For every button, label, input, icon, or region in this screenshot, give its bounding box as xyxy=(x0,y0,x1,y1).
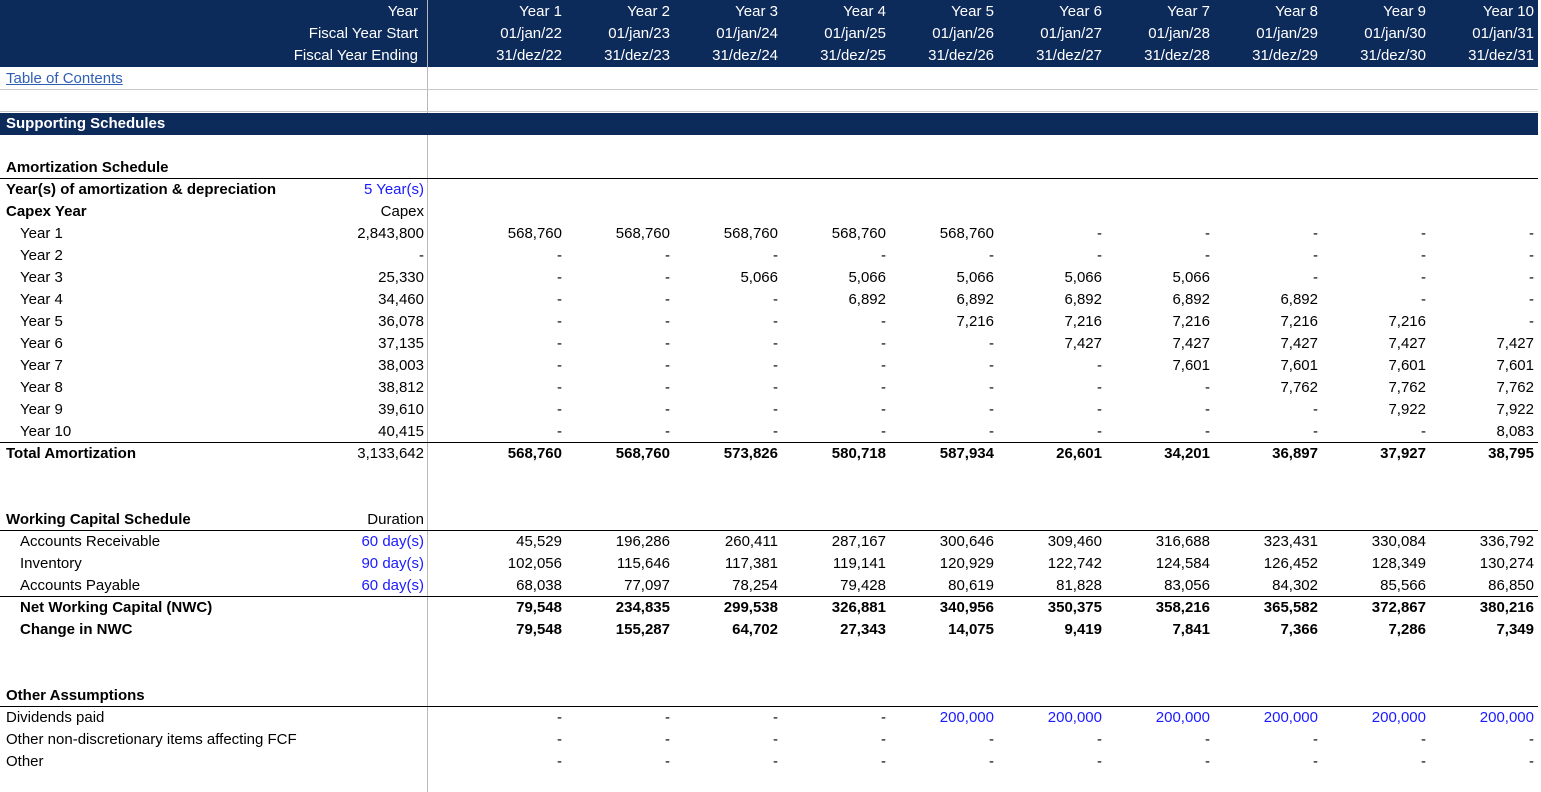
header-cell[interactable]: 01/jan/27 xyxy=(1040,25,1102,42)
working-capital-cell[interactable]: 117,381 xyxy=(724,555,778,572)
header-row xyxy=(0,23,1541,45)
working-capital-cell[interactable]: 80,619 xyxy=(948,577,994,594)
nwc-row xyxy=(0,597,1541,619)
amortization-cell[interactable]: 5,066 xyxy=(1172,269,1210,286)
amortization-cell[interactable]: 7,601 xyxy=(1496,357,1534,374)
amortization-cell[interactable]: - xyxy=(989,379,994,396)
header-cell[interactable]: 31/dez/23 xyxy=(604,47,670,64)
amortization-cell[interactable]: - xyxy=(881,335,886,352)
amortization-cell[interactable]: - xyxy=(665,313,670,330)
amortization-cell[interactable]: - xyxy=(665,247,670,264)
capex-year-label: Year 6 xyxy=(20,335,63,352)
amortization-cell[interactable]: 6,892 xyxy=(848,291,886,308)
capex-value[interactable]: 34,460 xyxy=(378,291,424,308)
amortization-cell[interactable]: - xyxy=(773,313,778,330)
working-capital-cell[interactable]: 126,452 xyxy=(1263,555,1318,572)
capex-year-label: Capex Year xyxy=(6,203,87,220)
amortization-row xyxy=(0,289,1541,311)
amortization-cell[interactable]: - xyxy=(1313,401,1318,418)
amortization-cell[interactable]: 568,760 xyxy=(723,225,778,242)
other-cell[interactable]: - xyxy=(1421,753,1426,770)
working-capital-row xyxy=(0,575,1541,597)
total-amortization-cell[interactable]: 568,760 xyxy=(615,445,670,462)
other-cell[interactable]: 200,000 xyxy=(1263,709,1318,726)
change-nwc-cell[interactable]: 9,419 xyxy=(1064,621,1102,638)
amortization-cell[interactable]: - xyxy=(665,291,670,308)
section-title: Supporting Schedules xyxy=(6,115,166,132)
table-of-contents-link[interactable]: Table of Contents xyxy=(6,70,123,87)
amortization-cell[interactable]: 6,892 xyxy=(956,291,994,308)
header-cell[interactable]: 31/dez/28 xyxy=(1144,47,1210,64)
nwc-cell[interactable]: 358,216 xyxy=(1155,599,1210,616)
other-cell[interactable]: 200,000 xyxy=(939,709,994,726)
amortization-cell[interactable]: 8,083 xyxy=(1496,423,1534,440)
other-cell[interactable]: - xyxy=(557,731,562,748)
amortization-cell[interactable]: 7,216 xyxy=(1388,313,1426,330)
capex-year-label: Year 8 xyxy=(20,379,63,396)
other-cell[interactable]: - xyxy=(557,753,562,770)
other-cell[interactable]: - xyxy=(1097,753,1102,770)
working-capital-label: Accounts Receivable xyxy=(20,533,161,550)
other-cell[interactable]: - xyxy=(1205,753,1210,770)
header-cell[interactable]: Year 9 xyxy=(1383,3,1426,20)
other-cell[interactable]: - xyxy=(773,753,778,770)
change-nwc-cell[interactable]: 27,343 xyxy=(840,621,886,638)
amortization-cell[interactable]: 6,892 xyxy=(1172,291,1210,308)
total-capex-value[interactable]: 3,133,642 xyxy=(357,445,424,462)
other-cell[interactable]: 200,000 xyxy=(1047,709,1102,726)
amortization-cell[interactable]: - xyxy=(1313,225,1318,242)
amortization-cell[interactable]: - xyxy=(557,423,562,440)
working-capital-cell[interactable]: 130,274 xyxy=(1479,555,1534,572)
amortization-cell[interactable]: - xyxy=(557,335,562,352)
amortization-cell[interactable]: 5,066 xyxy=(956,269,994,286)
other-cell[interactable]: - xyxy=(665,753,670,770)
amortization-cell[interactable]: 568,760 xyxy=(831,225,886,242)
amortization-cell[interactable]: - xyxy=(1421,225,1426,242)
amortization-cell[interactable]: 7,762 xyxy=(1388,379,1426,396)
amortization-cell[interactable]: - xyxy=(773,247,778,264)
header-cell[interactable]: 31/dez/30 xyxy=(1360,47,1426,64)
header-cell[interactable]: Year 3 xyxy=(735,3,778,20)
nwc-cell[interactable]: 372,867 xyxy=(1371,599,1426,616)
working-capital-cell[interactable]: 330,084 xyxy=(1371,533,1426,550)
amortization-cell[interactable]: - xyxy=(773,335,778,352)
amortization-cell[interactable]: 7,216 xyxy=(1064,313,1102,330)
header-cell[interactable]: 31/dez/22 xyxy=(496,47,562,64)
working-capital-cell[interactable]: 84,302 xyxy=(1272,577,1318,594)
amortization-cell[interactable]: - xyxy=(665,401,670,418)
nwc-cell[interactable]: 365,582 xyxy=(1263,599,1318,616)
amortization-cell[interactable]: - xyxy=(1097,225,1102,242)
duration-input[interactable]: 90 day(s) xyxy=(361,555,424,572)
working-capital-title: Working Capital Schedule xyxy=(6,511,191,528)
header-cell[interactable]: Year 7 xyxy=(1167,3,1210,20)
capex-value[interactable]: 37,135 xyxy=(378,335,424,352)
other-cell[interactable]: - xyxy=(881,753,886,770)
total-amortization-cell[interactable]: 37,927 xyxy=(1380,445,1426,462)
change-nwc-label: Change in NWC xyxy=(20,621,133,638)
capex-value[interactable]: 2,843,800 xyxy=(357,225,424,242)
working-capital-cell[interactable]: 120,929 xyxy=(939,555,994,572)
toc-row xyxy=(0,68,1541,90)
working-capital-cell[interactable]: 68,038 xyxy=(516,577,562,594)
amortization-cell[interactable]: - xyxy=(1313,269,1318,286)
amortization-cell[interactable]: - xyxy=(1421,291,1426,308)
header-cell[interactable]: Year 4 xyxy=(843,3,886,20)
header-cell[interactable]: 01/jan/30 xyxy=(1364,25,1426,42)
other-assumptions-title: Other Assumptions xyxy=(6,687,145,704)
working-capital-cell[interactable]: 102,056 xyxy=(507,555,562,572)
nwc-cell[interactable]: 380,216 xyxy=(1479,599,1534,616)
amortization-cell[interactable]: - xyxy=(1205,379,1210,396)
amortization-cell[interactable]: - xyxy=(881,379,886,396)
amortization-row xyxy=(0,245,1541,267)
amortization-cell[interactable]: 568,760 xyxy=(507,225,562,242)
amortization-cell[interactable]: - xyxy=(1097,357,1102,374)
amortization-cell[interactable]: - xyxy=(557,247,562,264)
working-capital-cell[interactable]: 122,742 xyxy=(1047,555,1102,572)
header-cell[interactable]: 31/dez/29 xyxy=(1252,47,1318,64)
amortization-cell[interactable]: - xyxy=(557,269,562,286)
amortization-cell[interactable]: - xyxy=(665,335,670,352)
amortization-cell[interactable]: 7,601 xyxy=(1280,357,1318,374)
change-nwc-cell[interactable]: 155,287 xyxy=(615,621,670,638)
header-row xyxy=(0,45,1541,67)
amortization-cell[interactable]: - xyxy=(1421,423,1426,440)
other-title-row xyxy=(0,685,1541,707)
working-capital-cell[interactable]: 79,428 xyxy=(840,577,886,594)
nwc-cell[interactable]: 350,375 xyxy=(1047,599,1102,616)
amortization-cell[interactable]: - xyxy=(881,247,886,264)
other-cell[interactable]: - xyxy=(989,753,994,770)
amortization-cell[interactable]: - xyxy=(1205,225,1210,242)
amortization-cell[interactable]: 6,892 xyxy=(1064,291,1102,308)
amortization-cell[interactable]: 7,427 xyxy=(1496,335,1534,352)
total-amortization-cell[interactable]: 568,760 xyxy=(507,445,562,462)
capex-year-label: Year 10 xyxy=(20,423,72,440)
nwc-cell[interactable]: 299,538 xyxy=(723,599,778,616)
capex-value[interactable]: 40,415 xyxy=(378,423,424,440)
amortization-cell[interactable]: 7,427 xyxy=(1064,335,1102,352)
amortization-cell[interactable]: - xyxy=(773,401,778,418)
amortization-cell[interactable]: - xyxy=(773,291,778,308)
amortization-cell[interactable]: - xyxy=(773,357,778,374)
working-capital-row xyxy=(0,531,1541,553)
change-nwc-cell[interactable]: 14,075 xyxy=(948,621,994,638)
amortization-cell[interactable]: - xyxy=(1097,423,1102,440)
header-cell[interactable]: 31/dez/31 xyxy=(1468,47,1534,64)
amortization-row xyxy=(0,355,1541,377)
working-capital-cell[interactable]: 287,167 xyxy=(831,533,886,550)
amortization-cell[interactable]: - xyxy=(881,423,886,440)
capex-year-label: Year 4 xyxy=(20,291,63,308)
amortization-cell[interactable]: 7,922 xyxy=(1496,401,1534,418)
change-nwc-cell[interactable]: 7,349 xyxy=(1496,621,1534,638)
other-cell[interactable]: - xyxy=(665,709,670,726)
total-amortization-cell[interactable]: 26,601 xyxy=(1056,445,1102,462)
amortization-cell[interactable]: - xyxy=(881,401,886,418)
working-capital-cell[interactable]: 85,566 xyxy=(1380,577,1426,594)
capex-year-label: Year 3 xyxy=(20,269,63,286)
change-nwc-cell[interactable]: 64,702 xyxy=(732,621,778,638)
other-cell[interactable]: - xyxy=(1529,753,1534,770)
amortization-cell[interactable]: 7,922 xyxy=(1388,401,1426,418)
amortization-cell[interactable]: - xyxy=(557,379,562,396)
header-cell[interactable]: 01/jan/28 xyxy=(1148,25,1210,42)
amortization-cell[interactable]: - xyxy=(665,269,670,286)
amortization-cell[interactable]: - xyxy=(989,357,994,374)
total-amortization-cell[interactable]: 34,201 xyxy=(1164,445,1210,462)
working-capital-cell[interactable]: 336,792 xyxy=(1479,533,1534,550)
working-capital-cell[interactable]: 196,286 xyxy=(615,533,670,550)
working-capital-cell[interactable]: 309,460 xyxy=(1047,533,1102,550)
amortization-cell[interactable]: - xyxy=(557,291,562,308)
amortization-cell[interactable]: 7,762 xyxy=(1280,379,1318,396)
other-cell[interactable]: - xyxy=(881,731,886,748)
amortization-cell[interactable]: - xyxy=(665,423,670,440)
capex-value[interactable]: 38,812 xyxy=(378,379,424,396)
header-label: Year xyxy=(387,3,418,20)
nwc-cell[interactable]: 234,835 xyxy=(615,599,670,616)
total-amortization-cell[interactable]: 38,795 xyxy=(1488,445,1534,462)
amortization-cell[interactable]: 5,066 xyxy=(740,269,778,286)
amortization-cell[interactable]: - xyxy=(1097,379,1102,396)
amortization-cell[interactable]: 7,427 xyxy=(1172,335,1210,352)
total-amortization-cell[interactable]: 580,718 xyxy=(831,445,886,462)
amortization-row xyxy=(0,399,1541,421)
header-label: Fiscal Year Ending xyxy=(293,47,418,64)
capex-value[interactable]: 38,003 xyxy=(378,357,424,374)
duration-header: Duration xyxy=(367,511,424,528)
amortization-cell[interactable]: - xyxy=(557,313,562,330)
header-cell[interactable]: Year 5 xyxy=(951,3,994,20)
capex-year-label: Year 2 xyxy=(20,247,63,264)
working-capital-cell[interactable]: 78,254 xyxy=(732,577,778,594)
change-nwc-cell[interactable]: 7,841 xyxy=(1172,621,1210,638)
header-label: Fiscal Year Start xyxy=(308,25,418,42)
header-cell[interactable]: 01/jan/23 xyxy=(608,25,670,42)
header-cell[interactable]: Year 6 xyxy=(1059,3,1102,20)
working-capital-cell[interactable]: 128,349 xyxy=(1371,555,1426,572)
amortization-cell[interactable]: 568,760 xyxy=(615,225,670,242)
header-row xyxy=(0,1,1541,23)
other-cell[interactable]: - xyxy=(1313,731,1318,748)
amortization-cell[interactable]: - xyxy=(665,357,670,374)
amortization-row xyxy=(0,267,1541,289)
amortization-title-row xyxy=(0,157,1541,179)
amortization-cell[interactable]: - xyxy=(773,423,778,440)
total-amortization-label: Total Amortization xyxy=(6,445,136,462)
amortization-cell[interactable]: - xyxy=(1529,269,1534,286)
header-cell[interactable]: Year 8 xyxy=(1275,3,1318,20)
other-cell[interactable]: - xyxy=(773,731,778,748)
header-cell[interactable]: Year 1 xyxy=(519,3,562,20)
amortization-cell[interactable]: 7,216 xyxy=(1172,313,1210,330)
working-capital-cell[interactable]: 77,097 xyxy=(624,577,670,594)
amortization-cell[interactable]: 5,066 xyxy=(1064,269,1102,286)
amortization-cell[interactable]: 7,762 xyxy=(1496,379,1534,396)
divider xyxy=(0,111,1538,112)
nwc-cell[interactable]: 79,548 xyxy=(516,599,562,616)
working-capital-cell[interactable]: 323,431 xyxy=(1263,533,1318,550)
other-row xyxy=(0,751,1541,773)
header-cell[interactable]: Year 2 xyxy=(627,3,670,20)
capex-value[interactable]: - xyxy=(419,247,424,264)
capex-year-label: Year 1 xyxy=(20,225,63,242)
amortization-cell[interactable]: 5,066 xyxy=(848,269,886,286)
capex-year-label: Year 5 xyxy=(20,313,63,330)
nwc-cell[interactable]: 326,881 xyxy=(831,599,886,616)
other-cell[interactable]: - xyxy=(1205,731,1210,748)
working-capital-title-row xyxy=(0,509,1541,531)
other-cell[interactable]: 200,000 xyxy=(1371,709,1426,726)
capex-header-row xyxy=(0,201,1541,223)
amortization-cell[interactable]: 7,427 xyxy=(1388,335,1426,352)
other-label: Dividends paid xyxy=(6,709,105,726)
capex-year-label: Year 7 xyxy=(20,357,63,374)
amortization-cell[interactable]: 7,216 xyxy=(956,313,994,330)
working-capital-label: Inventory xyxy=(20,555,82,572)
amortization-years-input[interactable]: 5 Year(s) xyxy=(363,181,424,198)
amortization-cell[interactable]: - xyxy=(665,379,670,396)
working-capital-cell[interactable]: 81,828 xyxy=(1056,577,1102,594)
nwc-cell[interactable]: 340,956 xyxy=(939,599,994,616)
other-cell[interactable]: - xyxy=(1529,731,1534,748)
amortization-cell[interactable]: - xyxy=(1529,247,1534,264)
amortization-cell[interactable]: 7,216 xyxy=(1280,313,1318,330)
capex-year-label: Year 9 xyxy=(20,401,63,418)
other-row xyxy=(0,729,1541,751)
amortization-cell[interactable]: - xyxy=(1421,247,1426,264)
header-cell[interactable]: 01/jan/22 xyxy=(500,25,562,42)
amortization-cell[interactable]: 7,427 xyxy=(1280,335,1318,352)
working-capital-label: Accounts Payable xyxy=(20,577,141,594)
amortization-years-label: Year(s) of amortization & depreciation xyxy=(6,181,277,198)
amortization-cell[interactable]: - xyxy=(989,401,994,418)
amortization-cell[interactable]: - xyxy=(881,357,886,374)
total-amortization-cell[interactable]: 587,934 xyxy=(939,445,994,462)
amortization-row xyxy=(0,311,1541,333)
amortization-cell[interactable]: 7,601 xyxy=(1388,357,1426,374)
duration-input[interactable]: 60 day(s) xyxy=(361,533,424,550)
amortization-row xyxy=(0,223,1541,245)
amortization-cell[interactable]: 568,760 xyxy=(939,225,994,242)
header-cell[interactable]: 31/dez/24 xyxy=(712,47,778,64)
header-cell[interactable]: 01/jan/29 xyxy=(1256,25,1318,42)
nwc-label: Net Working Capital (NWC) xyxy=(20,599,213,616)
header-cell[interactable]: 01/jan/25 xyxy=(824,25,886,42)
header-cell[interactable]: Year 10 xyxy=(1482,3,1534,20)
amortization-years-row xyxy=(0,179,1541,201)
amortization-cell[interactable]: - xyxy=(989,247,994,264)
other-cell[interactable]: - xyxy=(665,731,670,748)
other-cell[interactable]: - xyxy=(557,709,562,726)
duration-input[interactable]: 60 day(s) xyxy=(361,577,424,594)
amortization-cell[interactable]: - xyxy=(1313,423,1318,440)
total-amortization-cell[interactable]: 573,826 xyxy=(723,445,778,462)
amortization-cell[interactable]: 7,601 xyxy=(1172,357,1210,374)
capex-column-header: Capex xyxy=(380,203,424,220)
amortization-cell[interactable]: 6,892 xyxy=(1280,291,1318,308)
amortization-cell[interactable]: - xyxy=(557,401,562,418)
other-row xyxy=(0,707,1541,729)
other-label: Other xyxy=(6,753,44,770)
header-cell[interactable]: 31/dez/27 xyxy=(1036,47,1102,64)
other-cell[interactable]: 200,000 xyxy=(1479,709,1534,726)
amortization-cell[interactable]: - xyxy=(989,335,994,352)
working-capital-cell[interactable]: 316,688 xyxy=(1155,533,1210,550)
working-capital-cell[interactable]: 124,584 xyxy=(1155,555,1210,572)
change-nwc-cell[interactable]: 7,286 xyxy=(1388,621,1426,638)
change-nwc-cell[interactable]: 79,548 xyxy=(516,621,562,638)
amortization-row xyxy=(0,377,1541,399)
amortization-cell[interactable]: - xyxy=(1205,247,1210,264)
working-capital-cell[interactable]: 260,411 xyxy=(724,533,778,550)
amortization-cell[interactable]: - xyxy=(1421,269,1426,286)
working-capital-cell[interactable]: 86,850 xyxy=(1488,577,1534,594)
amortization-title: Amortization Schedule xyxy=(6,159,169,176)
header-cell[interactable]: 31/dez/25 xyxy=(820,47,886,64)
working-capital-cell[interactable]: 115,646 xyxy=(616,555,670,572)
working-capital-cell[interactable]: 83,056 xyxy=(1164,577,1210,594)
working-capital-row xyxy=(0,553,1541,575)
header-cell[interactable]: 01/jan/26 xyxy=(932,25,994,42)
other-cell[interactable]: - xyxy=(989,731,994,748)
amortization-row xyxy=(0,421,1541,443)
amortization-cell[interactable]: - xyxy=(989,423,994,440)
working-capital-cell[interactable]: 300,646 xyxy=(939,533,994,550)
amortization-cell[interactable]: - xyxy=(1529,291,1534,308)
capex-value[interactable]: 39,610 xyxy=(378,401,424,418)
amortization-row xyxy=(0,333,1541,355)
capex-value[interactable]: 36,078 xyxy=(378,313,424,330)
other-cell[interactable]: - xyxy=(773,709,778,726)
section-title-row xyxy=(0,113,1541,135)
amortization-cell[interactable]: - xyxy=(1313,247,1318,264)
header-cell[interactable]: 01/jan/31 xyxy=(1472,25,1534,42)
other-cell[interactable]: 200,000 xyxy=(1155,709,1210,726)
total-amortization-row xyxy=(0,443,1541,465)
amortization-cell[interactable]: - xyxy=(1529,225,1534,242)
other-label: Other non-discretionary items affecting FCF xyxy=(6,731,297,748)
amortization-cell[interactable]: - xyxy=(881,313,886,330)
other-cell[interactable]: - xyxy=(881,709,886,726)
header-cell[interactable]: 01/jan/24 xyxy=(716,25,778,42)
other-cell[interactable]: - xyxy=(1097,731,1102,748)
header-cell[interactable]: 31/dez/26 xyxy=(928,47,994,64)
capex-value[interactable]: 25,330 xyxy=(378,269,424,286)
working-capital-cell[interactable]: 119,141 xyxy=(832,555,886,572)
amortization-cell[interactable]: - xyxy=(1529,313,1534,330)
other-cell[interactable]: - xyxy=(1313,753,1318,770)
amortization-cell[interactable]: - xyxy=(1205,423,1210,440)
total-amortization-cell[interactable]: 36,897 xyxy=(1272,445,1318,462)
change-nwc-cell[interactable]: 7,366 xyxy=(1280,621,1318,638)
amortization-cell[interactable]: - xyxy=(1097,247,1102,264)
amortization-cell[interactable]: - xyxy=(1205,401,1210,418)
amortization-cell[interactable]: - xyxy=(1097,401,1102,418)
working-capital-cell[interactable]: 45,529 xyxy=(516,533,562,550)
amortization-cell[interactable]: - xyxy=(557,357,562,374)
change-nwc-row xyxy=(0,619,1541,641)
amortization-cell[interactable]: - xyxy=(773,379,778,396)
other-cell[interactable]: - xyxy=(1421,731,1426,748)
